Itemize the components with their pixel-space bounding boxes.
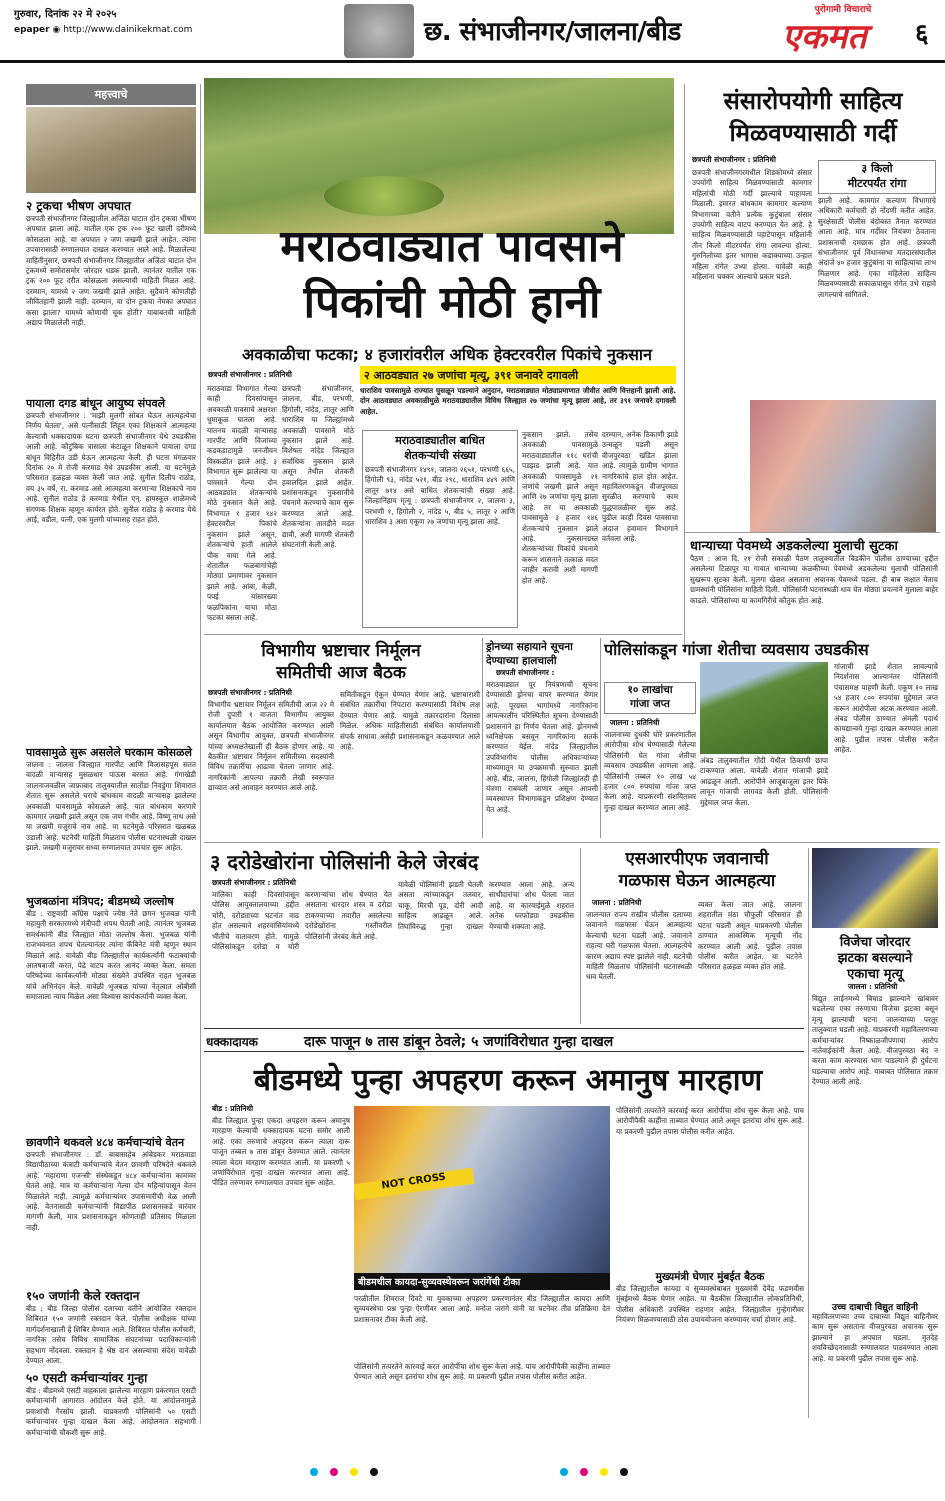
srpf-divider (808, 848, 809, 1418)
beed-strap: दारू पाजून ७ तास डांबून ठेवले; ५ जणांविरोधात गुन्हा दाखल (304, 1034, 614, 1050)
beed-cm-title: मुख्यमंत्री घेणार मुंबईत बैठक (655, 1271, 765, 1283)
epaper-label: epaper (14, 25, 50, 35)
s1-body: छत्रपती संभाजीनगर जिल्ह्यातील अजिंठा घाटात दोन ट्रकचा भीषण अपघात झाला आहे. यातील एक ट्रक २०० फूट खाली दरीमध्ये कोसळला आहे. या अपघात २ जण जखमी झाले आहेत. त्यांना उपचारासाठी रुग्णालयात दाखल करण्यात आले आहे. मिळालेल्या माहितीनुसार, छत्रपती संभाजीनगर जिल्ह्यातील अजिंठा घाटात दोन ट्रकमध्ये समोरासमोर जोरदार धडक झाली. त्यानंतर यातील एक ट्रक २०० फूट दरीत कोसळला असल्याची माहिती मिळत आहे. दरम्यान, यामध्ये २ जण जखमी झाले आहेत. सुदैवाने कोणतीही जीवितहानी झाली नाही. दरम्यान, या दोन ट्रकचा नेमका अपघात कसा झाला? यामध्ये कोणाची चूक होती? याबाबतची माहिती अद्याप मिळालेली नाही. (26, 214, 196, 328)
reg-dot-cyan-2 (560, 1468, 568, 1476)
srpf-body2: व्यक्त केला जात आहे. जालना शहरातील मंठा चौफुली परिसरात ही घटना घडली असून याप्रकरणी पोलीस ठाण्यात आकस्मिक मृत्यूची नोंद करण्यात आली आहे. पुढील तपास पोलीस करीत आहेत. या घटनेने परिसरात हळहळ व्यक्त होत आहे. (698, 900, 802, 972)
reg-dot-yellow-2 (600, 1468, 608, 1476)
beed-photo (354, 1106, 610, 1290)
electric-photo (812, 848, 938, 928)
drone-dateline: छत्रपती संभाजीनगर : (496, 668, 555, 677)
lead-highlight: २ आठवड्यात २७ जणांचा मृत्यू, ३९१ जनावरे दगावली (364, 369, 579, 382)
reg-dot-black (370, 1468, 378, 1476)
ac-dateline: छत्रपती संभाजीनगर : प्रतिनिधी (208, 688, 292, 697)
lead-dateline: छत्रपती संभाजीनगर : प्रतिनिधी (208, 370, 292, 379)
s3-body: जालना : जालना जिल्ह्यात गारपीट आणि विजासहपूस सतत वादळी वाऱ्यासह मुसळधार पाऊस बरसत आहे. गंगाखेडी जालनाजवळील जाफ्राबाद तालुक्यातील सातोंडा निवडुंगा शिवारात शेतात सुरू असलेले घराचे बांधकाम वादळी वाऱ्यासह झालेल्या अवकाळी पावसामुळे कोसळले आहे. यात बांधकाम करणारे कामगार जखमी झाले असून एक जण गंभीर आहे. विष्णू नाथ असे या जखमी मजुराचे नाव आहे. या घटनेमुळे परिसरात खळबळ उडाली आहे. घटनेची माहिती मिळताच पोलीस घटनास्थळी दाखल झाले. जखमी मजुरावर सध्या रुग्णालयात उपचार सुरू आहेत. (26, 760, 196, 853)
ganja-kicker-box (604, 682, 696, 714)
electric-body2: महावितरणच्या उच्च दाबाच्या विद्युत वाहिनीवर काम सुरू असताना वीजपुरवठा अचानक सुरू झाल्याने हा अपघात घडला. मृतदेह शवविच्छेदनासाठी रुग्णालयात पाठवण्यात आला आहे. या प्रकरणी पुढील तपास सुरू आहे. (812, 1312, 938, 1363)
epaper-url: http://www.dainikekmat.com (63, 25, 193, 35)
s1-title: २ ट्रकचा भीषण अपघात (26, 199, 131, 213)
electric-headline-line3: एकाचा मृत्यू (847, 967, 903, 982)
s4-body: बीड : राष्ट्रवादी काँग्रेस पक्षाचे ज्येष्ठ नेते छगन भुजबळ यांनी महायुती सरकारमध्ये मंत्रीपदी शपथ घेतली आहे. त्यानंतर भुजबळ समर्थकांनी बीड जिल्ह्यात मोठा जल्लोष केला. भुजबळ यांनी राजभवनात शपथ घेतल्यानंतर त्यांना कॅबिनेट मंत्री म्हणून स्थान मिळाले आहे. यावेळी बीड जिल्ह्यातील कार्यकर्त्यांनी फटाक्यांची आतषबाजी करत, पेढे वाटप करत आनंद व्यक्त केला. समता परिषदेच्या कार्यकर्त्यांनी मोठ्या संख्येने उपस्थित राहत भुजबळ यांचे अभिनंदन केले. यावेळी भुजबळ यांच्या नेतृत्वात ओबीसी समाजाला न्याय मिळेल असा विश्वास कार्यकर्त्यांनी व्यक्त केला. (26, 909, 196, 1002)
rt-kicker-line1: ३ किलो (861, 162, 893, 175)
tagline: पुरोगामी विचाराचे (814, 5, 872, 15)
ac-body2: समितीकडून ऐकून घेण्यात येणार आहे. भ्रष्टाचाराशी संबंधित तक्रारींचा निपटारा करण्यासाठी विशेष लक्ष देण्यात येणार आहे. यामुळे तक्रारदारांना दिलासा मिळेल. अधिक माहितीसाठी संबंधित कार्यालयाशी संपर्क साधावा असेही प्रशासनाकडून कळवण्यात आले आहे. (340, 690, 480, 752)
reg-dot-magenta (330, 1468, 338, 1476)
electric-subtitle: उच्च दाबाची विद्युत वाहिनी (832, 1303, 918, 1313)
left-divider (200, 84, 201, 1424)
s5-body: छत्रपती संभाजीनगर : डॉ. बाबासाहेब आंबेडकर मराठवाडा विद्यापीठाच्या कंत्राटी कर्मचाऱ्यांचे वेतन छावणी परिषदेने थकवले आहे. 'महाराणा एजन्सी' संस्थेकडून ४८४ कर्मचाऱ्यांना कामावर घेतले आहे. मात्र या कर्मचाऱ्यांना गेल्या दोन महिन्यांपासून वेतन मिळालेले नाही. त्यामुळे कर्मचाऱ्यांवर उपासमारीची वेळ आली आहे. वेतनासाठी कर्मचाऱ्यांनी विद्यापीठ प्रशासनाकडे वारंवार मागणी केली, मात्र प्रशासनाकडून कोणताही प्रतिसाद मिळाला नाही. (26, 1150, 196, 1232)
lead-bottom-rule (204, 634, 682, 635)
lead-photo (204, 78, 674, 234)
lead-highlight-bar (360, 366, 676, 384)
beed-body3: पोलिसांनी तत्परतेने कारवाई करत आरोपींचा शोध सुरू केला आहे. पाच आरोपींपैकी काहींना ताब्यात घेण्यात आले असून इतरांचा शोध सुरू आहे. या प्रकरणी पुढील तपास पोलीस करीत आहेत. (354, 1362, 610, 1382)
drone-body: मराठवाड्यात पूर नियंत्रणाची सूचना देण्यासाठी ड्रोनचा वापर करण्यात येणार आहे. पूरग्रस्त भागांमध्ये नागरिकांना आपत्कालीन परिस्थितीत सूचना देण्यासाठी प्रशासनाने हा निर्णय घेतला आहे. ड्रोनमध्ये ध्वनिक्षेपक बसवून नागरिकांना सतर्क करण्यात येईल. नांदेड जिल्ह्यातील उपविभागीय पोलीस अधिकाऱ्यांच्या माध्यमातून या उपक्रमाची सुरुवात झाली आहे. बीड, जालना, हिंगोली जिल्ह्यांतही ही यंत्रणा राबवली जाणार असून आपत्ती व्यवस्थापन विभागाकडून प्रशिक्षण देण्यात येत आहे. (486, 680, 598, 814)
ac-headline-line1: विभागीय भ्रष्टाचार निर्मूलन (261, 641, 421, 661)
electric-headline-line2: झटका बसल्याने (837, 951, 913, 966)
rt-kicker-box (818, 160, 936, 194)
reg-dot-magenta-2 (580, 1468, 588, 1476)
ac-body: विभागीय भ्रष्टाचार निर्मूलन समितीची आज २२ मे रोजी दुपारी १ वाजता विभागीय आयुक्त कार्यालयात बैठक आयोजित करण्यात आली असून विभागीय आयुक्त, छत्रपती संभाजीनगर यांच्या अध्यक्षतेखाली ही बैठक होणार आहे. या बैठकीत भ्रष्टाचार निर्मूलन समितीच्या सदस्यांनी विविध तक्रारींचा आढावा घेतला जाणार आहे. नागरिकांनी आपल्या तक्रारी लेखी स्वरूपात द्याव्यात असे आवाहन करण्यात आले आहे. (208, 700, 334, 793)
drone-headline-line2: देण्याच्या हालचाली (486, 655, 557, 667)
left-photo (26, 107, 196, 193)
stats-box-title-2: शेतकऱ्यांची संख्या (404, 449, 476, 462)
electric-body: विद्युत लाईनमध्ये बिघाड झाल्याने खांबावर चढलेल्या एका तरुणाचा विजेचा झटका बसून मृत्यू झाल्याची घटना जालन्याच्या परतूर तालुक्यात घडली आहे. याप्रकरणी महावितरणच्या कर्मचाऱ्यांवर निष्काळजीपणाचा आरोप नातेवाईकांनी केला आहे. वीजपुरवठा बंद न करता काम करण्यास भाग पाडल्याने ही दुर्घटना घडल्याचा आरोप आहे. याबाबत पोलिसात तक्रार देण्यात आली आहे. (812, 994, 938, 1087)
dacoit-divider (580, 848, 581, 1024)
emblem-image (344, 4, 414, 58)
ganja-headline: पोलिसांकडून गांजा शेतीचा व्यवसाय उघडकीस (604, 640, 869, 659)
lead-col1: मराठवाडा विभागात गेल्या काही दिवसांपासून अवकाळी पावसाचे अक्षरशः धुमाकूळ घातला आहे. यातनच वादळी वाऱ्यासह गारपीट आणि विजांच्या कडकडाटामुळे जनजीवन विस्कळीत झाले आहे. ३ विभागात सुरू झालेल्या या पावसाने गेल्या दोन आठवड्यांत शेतकऱ्यांचे मोठे नुकसान केले आहे. विभागात १ हजार १४२ हेक्टरवरील पिकांचे नुकसान झाले असून, शेतकऱ्यांचे हाती आलेले पीक वाया गेले आहे. शेतातील फळबागांचेही मोठ्या प्रमाणावर नुकसान झाले आहे. आंबा, केळी, पपई यांसारख्या फळपिकांना याचा मोठा फटका बसला आहे. (207, 384, 277, 622)
rm-top-rule (684, 532, 940, 533)
ganja-dateline: जालना : प्रतिनिधी (610, 718, 660, 727)
lead-col4: दरम्यान, अनेक ठिकाणी झाडे उन्मळून पडली असून वीजपुरवठा खंडित झाला आहे. त्यामुळे ग्रामीण भागात नागरिकांचे हाल होत आहेत. महावितरणकडून वीजपुरवठा सुरळीत करण्याचे काम युद्धपातळीवर सुरू आहे. पुढील काही दिवस पावसाचा अंदाज हवामान विभागाने वर्तवला आहे. (602, 430, 678, 544)
s5-title: छावणीने थकवले ४८४ कर्मचाऱ्यांचे वेतन (26, 1136, 185, 1149)
s7-body: बीड : बीडमध्ये एसटी वाहकाला झालेल्या मारहाण प्रकरणात एसटी कर्मचाऱ्यांनी आगारात आंदोलन केले होते. या आंदोलनामुळे प्रवाशांची गैरसोय झाली. याप्रकरणी पोलिसांनी ५० एसटी कर्मचाऱ्यांवर गुन्हा दाखल केला आहे. आंदोलनात सहभागी कर्मचाऱ्यांची चौकशी सुरू आहे. (26, 1386, 196, 1437)
ac-headline-line2: समितीची आज बैठक (276, 663, 406, 683)
police-tape: NOT CROSS (354, 1168, 475, 1201)
rm-headline: धान्याच्या पेवमध्ये अडकलेल्या मुलाची सुटका (690, 539, 898, 554)
registration-marks (0, 1462, 945, 1482)
srpf-dateline: जालना : प्रतिनिधी (592, 898, 642, 907)
section-label: महत्त्वाचे (26, 84, 196, 105)
masthead-logo: एकमत (782, 17, 867, 57)
beed-dateline: बीड : प्रतिनिधी (212, 1104, 253, 1113)
rt-headline-line2: मिळवण्यासाठी गर्दी (729, 119, 897, 147)
beed-cm-body: बीड जिल्ह्यातील कायदा व सुव्यवस्थेबाबत मुख्यमंत्री देवेंद्र फडणवीस मुंबईमध्ये बैठक घेणार आहेत. या बैठकीस जिल्ह्यातील लोकप्रतिनिधी, पोलीस अधिकारी उपस्थित राहणार आहेत. जिल्ह्यातील गुन्हेगारीवर नियंत्रण मिळवण्यासाठी ठोस उपाययोजना करण्यावर चर्चा होणार आहे. (616, 1284, 804, 1325)
electric-dateline: जालना : प्रतिनिधी (848, 982, 898, 991)
lead-col3: नुकसान झाले. तसेच अवकाळी पावसामुळे मराठवाड्यातील ११८ घरांची पडझड झाली आहे. यात अवकाळी पावसामुळे २१ जणांचे जखमी झाले असून आणि २७ जणांचा मृत्यू झाला आहे. तर या अवकाळी पावसामुळे ३ हजार १४६ शेतकऱ्यांचे नुकसान झाले आहे. नुकसानग्रस्त शेतकऱ्यांच्या पिकांचे पंचनामे करून शासनाने तत्काळ मदत जाहीर करावी अशी मागणी होत आहे. (522, 430, 598, 585)
s6-title: १५० जणांनी केले रक्तदान (26, 1289, 140, 1303)
ganja-body3: गांजाची झाडे शेतात लावल्याचे निदर्शनास आल्यानंतर पोलिसांनी पंचासमक्ष पाहणी केली. एकूण १० लाख ५४ हजार ८०० रुपयांचा मुद्देमाल जप्त करून आरोपीला अटक करण्यात आली. अंबड पोलीस ठाण्यात अंमली पदार्थ कायद्यान्वये गुन्हा दाखल करण्यात आला आहे. पुढील तपास पोलीस करीत आहेत. (834, 662, 938, 755)
srpf-headline-line2: गळफास घेऊन आत्महत्या (618, 871, 776, 891)
s2-title: पायाला दगड बांधून आयुष्य संपवले (26, 397, 166, 410)
left-column (26, 84, 196, 1437)
ac-divider (482, 638, 483, 838)
ganja-field-photo (700, 662, 828, 754)
dacoit-body2: यावेळी पोलिसांनी झडती घेतली असता त्यांच्याकडून तलवार, चाकू, मिरची पूड, दोरी आदी साहित्य आढळून आले. तिघांविरुद्ध गुन्हा दाखल करण्यात आला आहे. अन्य साथीदारांचा शोध घेतला जात आहे. या कारवाईमुळे शहरात अनेक घरफोड्या उघडकीस येण्याची शक्यता आहे. (398, 880, 574, 931)
papaya-fruit (324, 176, 444, 216)
drone-divider (600, 638, 601, 838)
beed-headline: बीडमध्ये पुन्हा अपहरण करून अमानुष मारहाण (253, 1063, 763, 1098)
s2-body: छत्रपती संभाजीनगर : 'माझी मुलगी सोबत घेऊन आत्महत्येचा निर्णय घेतला', असे पत्नीसाठी लिहून एका शिक्षकाने आत्महत्या केल्याची धक्कादायक घटना छत्रपती संभाजीनगर येथे उघडकीस आली आहे. कौटुंबिक त्रासाला कंटाळून शिक्षकाने पायाला दगड बांधून विहिरीत उडी घेऊन आत्महत्या केली. ही घटना मंगळवार दिनांक २० मे रोजी करमाड येथे उघडकीस आली. या घटनेमुळे परिसरात हळहळ व्यक्त केली जात आहे. सुनील दिलीप राठोड, वय ३५ वर्षे, रा. करमाड असे आत्महत्या करणाऱ्या शिक्षकाचे नाव आहे. सुनील राठोड हे करमाड येथील एन्. हायस्कूल शाळेमध्ये संगणक शिक्षक म्हणून कार्यरत होते. सुनील राठोड हे करमाड येथे आई, वडील, पत्नी, एक मुलगी यांच्यासह राहत होते. (26, 411, 196, 525)
rt-body: छत्रपती संभाजीनगरमधील शिडकोमध्ये संसार उपयोगी साहित्य मिळवण्यासाठी कामगार महिलांची मोठी गर्दी झाल्याचे पाहायला मिळाली. इमारत बांधकाम कामगार कल्याण विभागाच्या वतीने प्रत्येक कुटुंबाला संसार उपयोगी साहित्य वाटप करण्यात येत आहे. हे साहित्य मिळवण्यासाठी पहाटेपासून महिलांनी तीन किलो मीटरपर्यंत रांगा लावल्या होत्या. गुरुनिलोच्या इतर भागास कडाक्याच्या उन्हात महिला रांगेत उभ्या होत्या. यावेळी काही महिलांना चक्कर आल्याचे प्रकार घडले. (692, 168, 812, 282)
reg-dot-black-2 (620, 1468, 628, 1476)
s7-title: ५० एसटी कर्मचाऱ्यांवर गुन्हा (26, 1371, 148, 1385)
lead-col2: छत्रपती संभाजीनगर, जालना, बीड, परभणी, हिंगोली, नांदेड, लातूर आणि धाराशिव या जिल्ह्यांमध्ये अवकाळी पावसाने मोठे नुकसान झाले आहे. विशेषतः नांदेड जिल्ह्यात सर्वाधिक नुकसान झाले असून तेथील शेतकरी हवालदिल झाले आहेत. प्रशासनाकडून नुकसानीचे पंचनामे करण्याचे काम सुरू करण्यात आले आहे. शेतकऱ्यांना तातडीने मदत द्यावी, अशी मागणी शेतकरी संघटनांनी केली आहे. (282, 384, 354, 550)
beed-body4: पोलिसांनी तत्परतेने कारवाई करत आरोपींचा शोध सुरू केला आहे. पाच आरोपींपैकी काहींना ताब्यात घेण्यात आले असून इतरांचा शोध सुरू आहे. या प्रकरणी पुढील तपास पोलीस करीत आहेत. (616, 1106, 804, 1136)
beed-kicker: धक्कादायक (206, 1035, 258, 1049)
beed-photo-caption: बीडमधील कायदा-सुव्यवस्थेवरून जरांगेंची टीका (354, 1273, 610, 1290)
page-number: ६ (915, 19, 929, 49)
rm-body: पैठण : आज दि. २१ रोजी सकाळी पैठण तालुक्यातील बिडकीन पोलीस ठाण्याच्या हद्दीत असलेल्या टिळापूर या गावात धान्याच्या कळकीच्या पेवमध्ये अडकलेल्या मुलाची पोलिसांनी सुखरूप सुटका केली. मुलगा खेळत असताना अचानक पेवमध्ये पडला. ही बाब लक्षात येताच ग्रामस्थांनी पोलिसांना माहिती दिली. पोलिसांनी घटनास्थळी धाव घेत मोठ्या प्रयत्नाने मुलाला बाहेर काढले. पोलिसांच्या या कामगिरीचे कौतुक होत आहे. (690, 554, 938, 605)
ganja-body2: अंबड तालुक्यातील गोंदी येथील ठिकाणी छापा टाकण्यात आला. यावेळी शेतात गांजाची झाडे आढळून आली. आरोपीने आजूबाजूला इतर पिके लावून गांजाची लागवड केली होती. पोलिसांनी मुद्देमाल जप्त केला. (700, 756, 828, 807)
s3-title: पावसामुळे सुरू असलेले घरकाम कोसळले (26, 746, 192, 759)
lead-headline-line2: पिकांची मोठी हानी (303, 277, 601, 328)
s4-title: भुजबळांना मंत्रिपद; बीडमध्ये जल्लोष (26, 895, 174, 908)
masthead-date: गुरुवार, दिनांक २२ मे २०२५ (14, 9, 117, 20)
ganja-kicker-line1: १० लाखांचा (627, 684, 673, 696)
beed-body2: परळीतील शिवराज दिवटे या युवकाच्या अपहरण प्रकरणानंतर बीड जिल्ह्यातील कायदा आणि सुव्यवस्थेचा प्रश्न पुन्हा ऐरणीवर आला आहे. मनोज जरांगे यांनी या घटनेवर तीव्र प्रतिक्रिया देत प्रशासनावर टीका केली आहे. (354, 1294, 610, 1324)
lead-headline-line1: मराठवाड्यात पावसाने (280, 221, 624, 272)
beed-strap-bar (204, 1028, 804, 1052)
ganja-kicker-line2: गांजा जप्त (630, 698, 670, 710)
stats-box-body: छत्रपती संभाजीनगर १४९१, जालना २६५१, परभणी ६६५, हिंगोली ९३, नांदेड ५२१, बीड २९८, धाराशिव ४४९ आणि लातूर ७१४ असे बाधित शेतकऱ्यांची संख्या आहे. जिल्हानिहाय मृत्यू : छत्रपती संभाजीनगर २, जालना ३, परभणी १, हिंगोली २, नांदेड ५, बीड ५, लातूर २ आणि धाराशिव ३ अशा एकूण २७ जणांचा मृत्यू झाला आहे. (365, 465, 515, 527)
reg-dot-yellow (350, 1468, 358, 1476)
srpf-headline-line1: एसआरपीएफ जवानाची (625, 849, 769, 869)
rt-dateline: छत्रपती संभाजीनगर : प्रतिनिधी (692, 155, 776, 164)
mid-rule (204, 842, 940, 843)
reg-dot-cyan (310, 1468, 318, 1476)
s6-body: बीड : बीड जिल्हा पोलीस दलाच्या वतीने आयोजित रक्तदान शिबिरात १५० जणांनी रक्तदान केले. पोलीस अधीक्षक यांच्या मार्गदर्शनाखाली हे शिबिर घेण्यात आले. शिबिरात पोलीस कर्मचारी, नागरिक तसेच विविध सामाजिक संघटनांच्या पदाधिकाऱ्यांनी सहभाग नोंदवला. रक्तदान हे श्रेष्ठ दान असल्याचा संदेश यावेळी देण्यात आला. (26, 1304, 196, 1366)
lead-subhead: अवकाळीचा फटका; ४ हजारांवरील अधिक हेक्टरवरील पिकांचे नुकसान (242, 345, 652, 364)
epaper-link[interactable] (14, 25, 192, 35)
right-divider (684, 84, 685, 644)
stats-box-title-1: मराठवाड्यातील बाधित (395, 434, 485, 447)
rt-body2: झाली आहे. कामगार कल्याण विभागाचे अधिकारी कर्मचारी हो नोंदणी करीत आहेत. सुरक्षेसाठी पोलीस बंदोबस्त तैनात करण्यात आला आहे. मात्र गर्दीवर नियंत्रण ठेवताना प्रशासनाची दमछाक होत आहे. छत्रपती संभाजीनगर पूर्व विधानसभा मतदारसंघातील अंदाजे ४० हजार कुटुंबांना या साहित्याचा लाभ मिळणार आहे. एका महिलेला साहित्य मिळवण्यासाठी सकाळपासून रांगेत उभे राहावे लागल्याचे सांगितले. (818, 196, 936, 299)
dacoit-headline: ३ दरोडेखोरांना पोलिसांनी केले जेरबंद (210, 850, 479, 874)
electric-headline-line1: विजेचा जोरदार (839, 935, 911, 950)
rt-crowd-photo (750, 400, 936, 532)
masthead-rule (0, 60, 945, 63)
dacoit-body: मालिका काही दिवसांपासून पोलिस आयुक्तालयाच्या हद्दीत चोरी, दरोड्याच्या घटनांत वाढ होत असल्याने शहरवासियांमध्ये भीतीचे वातावरण होते. यामुळे पोलिसांकडून दरोडा व चोरी करणाऱ्यांचा शोध घेण्यात येत असताना धारदार शस्त्र व दरोडा टाकण्याच्या तयारीत असलेल्या दरोडेखोरांना गस्तीवरील पोलिसांनी जेरबंद केले आहे. (212, 890, 392, 952)
globe-icon: ◉ (52, 25, 61, 35)
beed-body: बीड जिल्ह्यात पुन्हा एकदा अपहरण करून अमानुष मारहाण केल्याची धक्कादायक घटना समोर आली आहे. एका तरुणाचे अपहरण करून त्याला दारू पाजून तब्बल ७ तास डांबून ठेवण्यात आले. त्यानंतर त्याला बेदम मारहाण करण्यात आली. या प्रकरणी ५ जणांविरोधात गुन्हा दाखल करण्यात आला आहे. पीडित तरुणावर रुग्णालयात उपचार सुरू आहेत. (212, 1116, 350, 1188)
drone-headline-line1: ड्रोनच्या सहायाने सूचना (486, 641, 573, 653)
lead-stats-box (362, 430, 518, 628)
rt-headline-line1: संसारोपयोगी साहित्य (723, 87, 903, 115)
ganja-body: जालनाच्या दुधकी घोरे प्रकरणातील आरोपीचा शोध घेण्यासाठी गेलेल्या पोलिसांनी घेत गांजा शेतीचा व्यवसाय उघडकीस आणला आहे. पोलिसांनी तब्बल १० लाख ५४ हजार ८०० रुपयांचा गांजा जप्त केला आहे. याप्रकरणी संशयितावर गुन्हा दाखल करण्यात आला आहे. (604, 730, 696, 812)
lead-highlight-body: धाराशिव पावसामुळे राज्यात घुसळून पडल्याने अनुदान, मराठवाड्यात मोठ्याप्रमाणात जीवीत आणि वित्तहानी झाली आहे. दोन आठवड्यात अवकाळीमुळे मराठवाड्यातील विविध जिल्ह्यात २७ जणांचा मृत्यू झाला आहे, तर ३९१ जनावरे दगावली आहेत. (360, 386, 676, 416)
rt-kicker-line2: मीटरपर्यंत रांगा (847, 177, 907, 190)
dacoit-dateline: छत्रपती संभाजीनगर : प्रतिनिधी (212, 878, 296, 887)
edition-title: छ. संभाजीनगर/जालना/बीड (424, 17, 681, 47)
srpf-body: जालन्यात राज्य राखीव पोलीस दलाच्या जवानाने गळफास घेऊन आत्महत्या केल्याची घटना घडली आहे. जवानाने राहत्या घरी गळफास घेतला. आत्महत्येचे कारण अद्याप स्पष्ट झालेले नाही. घटनेची माहिती मिळताच पोलिसांनी घटनास्थळी धाव घेतली. (586, 910, 692, 982)
